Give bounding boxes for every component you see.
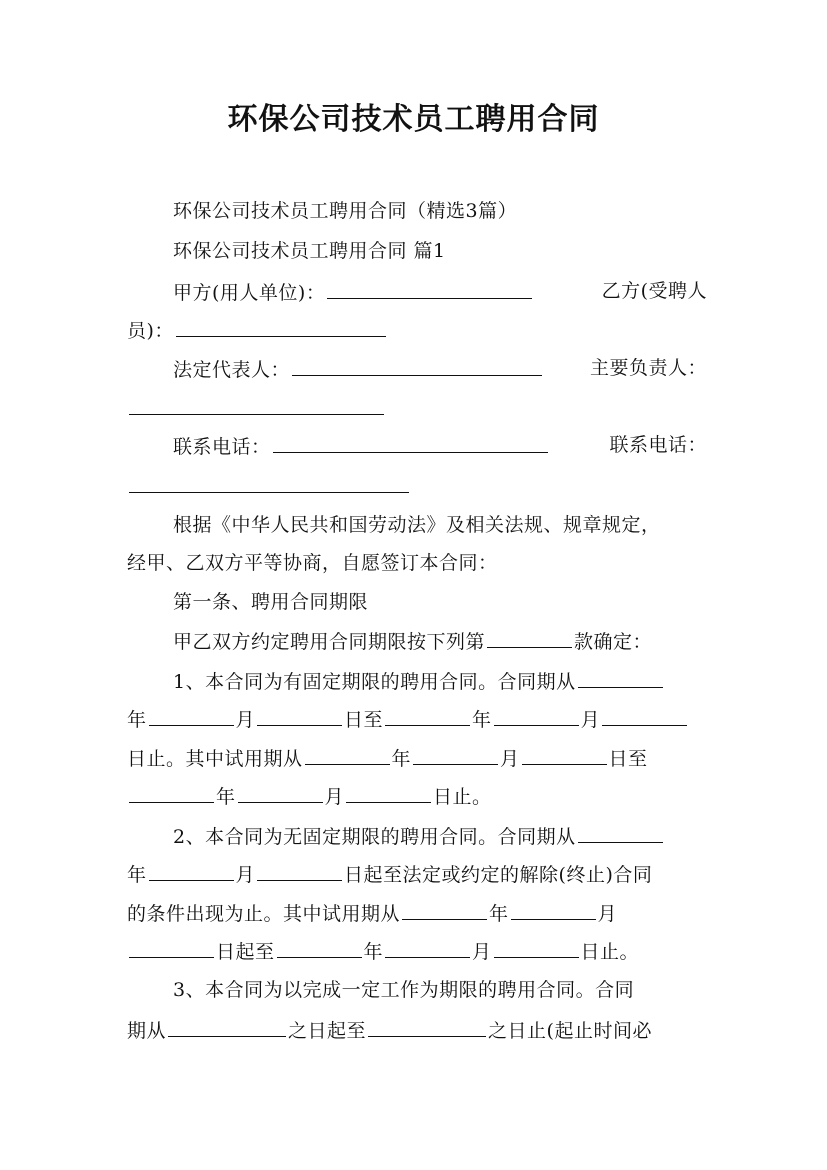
basis-line-1: 根据《中华人民共和国劳动法》及相关法规、规章规定， xyxy=(173,514,661,536)
blank xyxy=(129,935,214,958)
term-choice-pre: 甲乙双方约定聘用合同期限按下列第 xyxy=(173,631,486,653)
clause-1-blank xyxy=(578,665,663,688)
clause-3-line-2 xyxy=(127,1014,707,1046)
phone-b-blank xyxy=(129,470,409,493)
clause-2-text: 2、本合同为无固定期限的聘用合同。合同期从 xyxy=(173,826,576,848)
term-choice-post: 款确定： xyxy=(574,631,653,653)
phone-a-blank xyxy=(273,430,548,453)
legal-rep-blank xyxy=(292,353,542,376)
blank xyxy=(149,858,234,881)
main-person-label: 主要负责人： xyxy=(589,357,707,379)
blank xyxy=(602,703,687,726)
phone-b-line xyxy=(127,470,707,502)
blank xyxy=(346,780,431,803)
basis-line-2: 经甲、乙双方平等协商，自愿签订本合同： xyxy=(127,552,498,574)
party-b-label: 乙方(受聘人 xyxy=(601,280,707,302)
label-year: 年 xyxy=(489,903,509,925)
label-day-from-to: 日起至法定或约定的解除(终止)合同 xyxy=(344,864,653,886)
clause-1-line-4 xyxy=(127,780,707,812)
label-month: 月 xyxy=(324,786,345,808)
party-a-label: 甲方(用人单位)： xyxy=(173,282,326,304)
blank xyxy=(368,1014,486,1037)
clause-3-mid: 之日起至 xyxy=(288,1020,367,1042)
label-day-from: 日起至 xyxy=(216,941,275,963)
main-person-blank xyxy=(129,392,384,415)
clause-1-line-3 xyxy=(127,742,707,774)
main-person-line xyxy=(127,392,707,424)
document-title: 环保公司技术员工聘用合同 xyxy=(227,102,600,137)
label-month: 月 xyxy=(597,903,618,925)
blank xyxy=(494,703,579,726)
subtitle: 环保公司技术员工聘用合同（精选3篇） xyxy=(173,200,518,222)
blank xyxy=(257,703,342,726)
blank xyxy=(385,935,470,958)
label-year: 年 xyxy=(363,941,384,963)
clause-2-line-1 xyxy=(173,820,707,852)
representative-line xyxy=(173,353,707,385)
clause-2-line-2 xyxy=(127,858,707,890)
blank xyxy=(305,742,390,765)
label-year: 年 xyxy=(216,786,236,808)
blank xyxy=(402,897,487,920)
label-year: 年 xyxy=(127,709,147,731)
blank xyxy=(149,703,234,726)
label-day-stop: 日止。 xyxy=(580,941,640,963)
clause-3-post: 之日止(起止时间必 xyxy=(488,1020,652,1042)
phone-line xyxy=(173,430,707,462)
party-a-blank xyxy=(327,276,532,299)
label-year: 年 xyxy=(472,709,492,731)
blank xyxy=(129,780,214,803)
clause-1-line-2 xyxy=(127,703,707,735)
clause-2-blank xyxy=(578,820,663,843)
party-b-blank xyxy=(176,314,386,337)
label-month: 月 xyxy=(235,709,256,731)
blank xyxy=(277,935,362,958)
clause-2-line-3 xyxy=(127,897,707,929)
blank xyxy=(257,858,342,881)
term-choice-blank xyxy=(487,625,572,648)
blank xyxy=(511,897,596,920)
clause-2-trial-text: 的条件出现为止。其中试用期从 xyxy=(127,903,401,925)
phone-b-label: 联系电话： xyxy=(609,434,707,456)
legal-rep-field xyxy=(173,353,544,385)
clause-1-text: 1、本合同为有固定期限的聘用合同。合同期从 xyxy=(173,671,576,693)
legal-rep-label: 法定代表人： xyxy=(173,359,291,381)
article-1-heading: 第一条、聘用合同期限 xyxy=(173,591,369,613)
party-b-line xyxy=(127,314,707,346)
phone-a-field xyxy=(173,430,550,462)
clause-3-line-1: 3、本合同为以完成一定工作为期限的聘用合同。合同 xyxy=(173,979,635,1001)
blank xyxy=(413,742,498,765)
party-b-label-cont: 员)： xyxy=(127,320,174,342)
label-day-to: 日至 xyxy=(344,709,384,731)
label-month: 月 xyxy=(500,748,520,770)
phone-a-label: 联系电话： xyxy=(173,436,271,458)
label-day-stop: 日止。 xyxy=(433,786,492,808)
term-choice-line xyxy=(173,625,707,657)
label-month: 月 xyxy=(472,941,492,963)
clause-1-line-1 xyxy=(173,665,707,697)
section-heading: 环保公司技术员工聘用合同 篇1 xyxy=(173,240,446,262)
blank xyxy=(522,742,607,765)
label-year: 年 xyxy=(127,864,147,886)
blank xyxy=(238,780,323,803)
blank xyxy=(385,703,470,726)
clause-3-pre: 期从 xyxy=(127,1020,167,1042)
party-a-field xyxy=(173,276,534,308)
label-year: 年 xyxy=(391,748,412,770)
label-day-end: 日止。其中试用期从 xyxy=(127,748,303,770)
label-month: 月 xyxy=(580,709,601,731)
clause-2-line-4 xyxy=(127,935,707,967)
party-line xyxy=(173,276,707,308)
blank xyxy=(494,935,579,958)
label-month: 月 xyxy=(235,864,256,886)
label-day-to: 日至 xyxy=(608,748,648,770)
blank xyxy=(168,1014,286,1037)
